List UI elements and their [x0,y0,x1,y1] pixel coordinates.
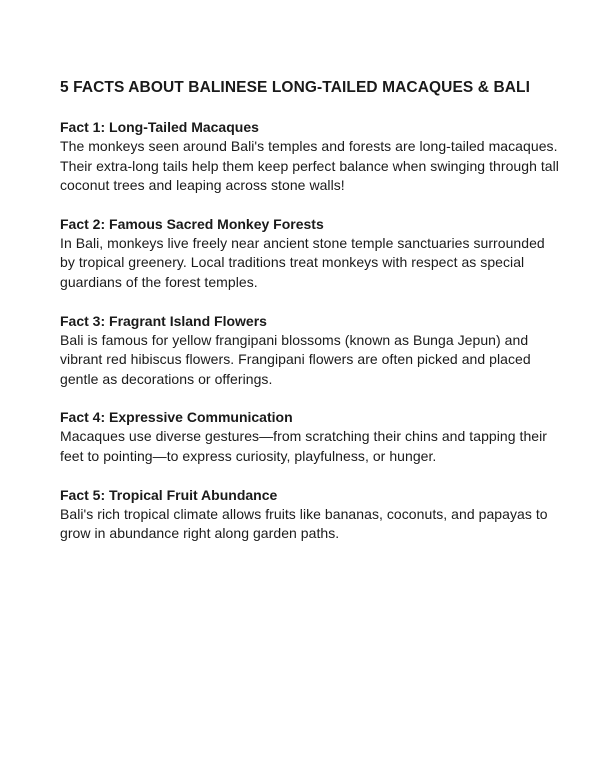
fact-body: Bali's rich tropical climate allows fruits like bananas, coconuts, and papayas to grow in abundance right along garden paths. [60,505,548,542]
fact-heading: Fact 1: Long-Tailed Macaques [60,119,259,135]
fact-section-5 [60,486,560,544]
fact-body: The monkeys seen around Bali's temples and forests are long-tailed macaques. Their extra-long tails help them keep perfect balance when swinging through tall coconut trees and leaping across stone walls! [60,138,559,194]
fact-heading: Fact 4: Expressive Communication [60,409,293,426]
fact-heading: Fact 5: Tropical Fruit Abundance [60,486,278,503]
fact-body: Bali is famous for yellow frangipani blossoms (known as Bunga Jepun) and vibrant red hibiscus flowers. Frangipani flowers are often picked and placed gentle as decorations or offerings. [60,331,531,387]
fact-body: Macaques use diverse gestures—from scratching their chins and tapping their feet to pointing—to express curiosity, playfulness, or hunger. [60,428,547,464]
fact-section-3 [60,312,560,390]
fact-section-2 [60,215,560,293]
fact-section-1 [60,118,560,196]
fact-body: In Bali, monkeys live freely near ancient stone temple sanctuaries surrounded by tropical greenery. Local traditions treat monkeys with respect as special guardians of the forest temples. [60,234,545,290]
document-page [60,78,560,563]
fact-heading: Fact 2: Famous Sacred Monkey Forests [60,215,324,232]
document-title: 5 FACTS ABOUT BALINESE LONG-TAILED MACAQUES & BALI [60,79,530,96]
fact-heading: Fact 3: Fragrant Island Flowers [60,312,267,329]
fact-section-4 [60,408,560,466]
